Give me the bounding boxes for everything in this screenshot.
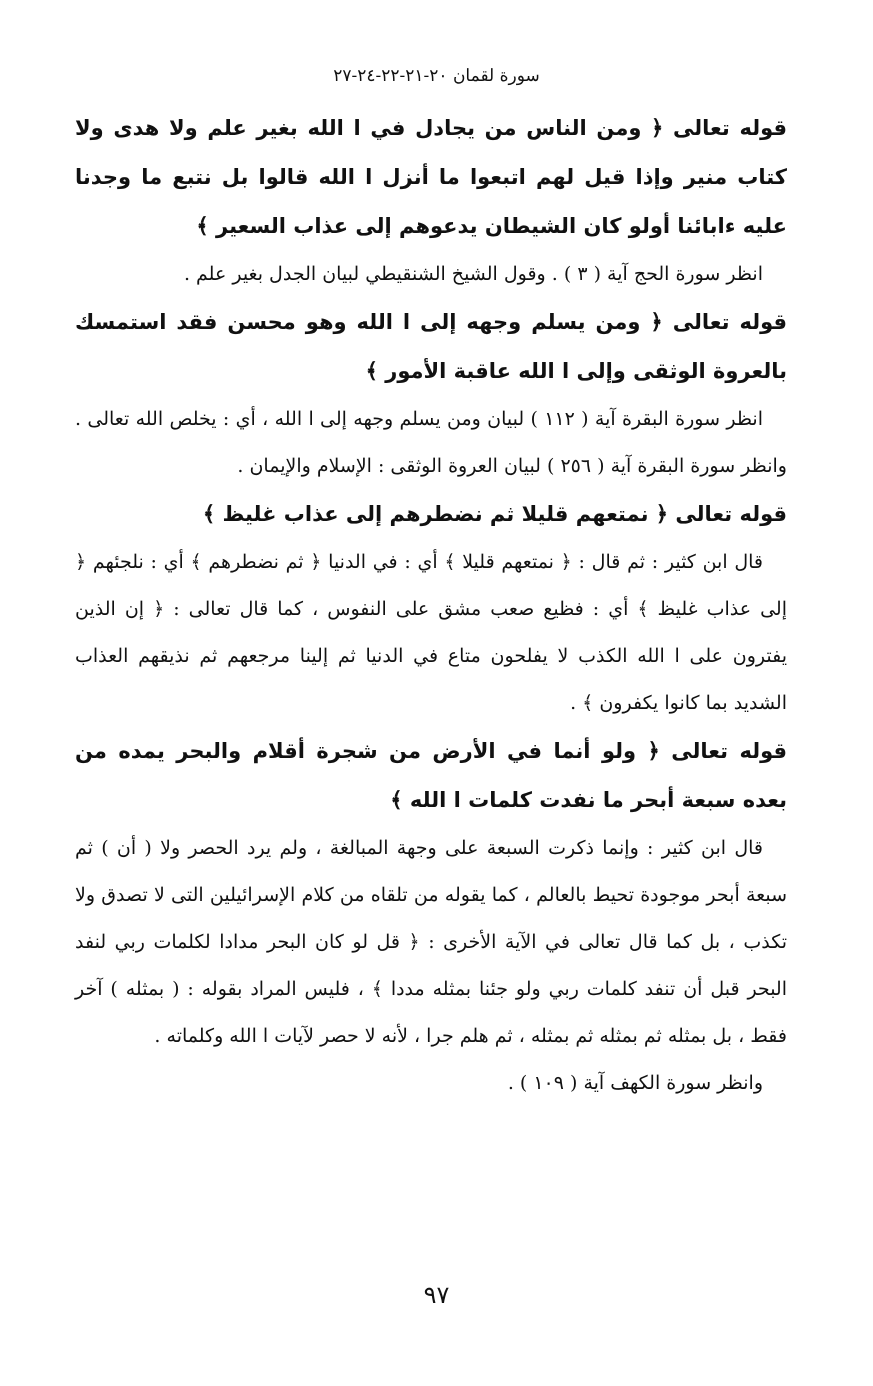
- verse-block: قوله تعالى ﴿ ومن الناس من يجادل في ا الله بغير علم ولا هدى ولا كتاب منير وإذا قيل لهم اتبعوا ما أنزل ا الله قالوا بل نتبع ما وجدنا عليه ءابائنا أولو كان الشيطان يدعوهم إلى عذاب السعير ﴾: [75, 116, 787, 238]
- commentary-block: انظر سورة الحج آية ( ٣ ) . وقول الشيخ الشنقيطي لبيان الجدل بغير علم .: [183, 263, 763, 285]
- commentary-block: قال ابن كثير : وإنما ذكرت السبعة على وجهة المبالغة ، ولم يرد الحصر ولا ( أن ) ثم سبعة أبحر موجودة تحيط بالعالم ، كما يقوله من تلقاه من كلام الإسرائيلين التى لا تصدق ولا تكذب ، بل كما قال تعالى في الآية الأخرى : ﴿ قل لو كان البحر مدادا لكلمات ربي لنفد البحر قبل أن تنفد كلمات ربي ولو جئنا بمثله مددا ﴾ ، فليس المراد بقوله : ( بمثله ) آخر فقط ، بل بمثله ثم بمثله ثم بمثله ، ثم هلم جرا ، لأنه لا حصر لآيات ا الله وكلماته .: [75, 837, 787, 1047]
- page-body: [75, 104, 787, 1107]
- verse-block: قوله تعالى ﴿ ولو أنما في الأرض من شجرة أقلام والبحر يمده من بعده سبعة أبحر ما نفدت كلمات ا الله ﴾: [75, 739, 787, 812]
- commentary-block: قال ابن كثير : ثم قال : ﴿ نمتعهم قليلا ﴾ أي : في الدنيا ﴿ ثم نضطرهم ﴾ أي : نلجئهم ﴿ إلى عذاب غليظ ﴾ أي : فظيع صعب مشق على النفوس ، كما قال تعالى : ﴿ إن الذين يفترون على ا الله الكذب لا يفلحون متاع في الدنيا ثم إلينا مرجعهم ثم نذيقهم العذاب الشديد بما كانوا يكفرون ﴾ .: [75, 551, 787, 714]
- page-number: ٩٧: [423, 1281, 450, 1309]
- commentary-block: انظر سورة البقرة آية ( ١١٢ ) لبيان ومن يسلم وجهه إلى ا الله ، أي : يخلص الله تعالى . وانظر سورة البقرة آية ( ٢٥٦ ) لبيان العروة الوثقى : الإسلام والإيمان .: [75, 408, 787, 477]
- verse-block: قوله تعالى ﴿ نمتعهم قليلا ثم نضطرهم إلى عذاب غليظ ﴾: [202, 502, 787, 526]
- verse-block: قوله تعالى ﴿ ومن يسلم وجهه إلى ا الله وهو محسن فقد استمسك بالعروة الوثقى وإلى ا الله عاقبة الأمور ﴾: [75, 310, 787, 383]
- page-header: سورة لقمان ٢٠-٢١-٢٢-٢٤-٢٧: [333, 66, 540, 86]
- commentary-block: وانظر سورة الكهف آية ( ١٠٩ ) .: [507, 1072, 763, 1094]
